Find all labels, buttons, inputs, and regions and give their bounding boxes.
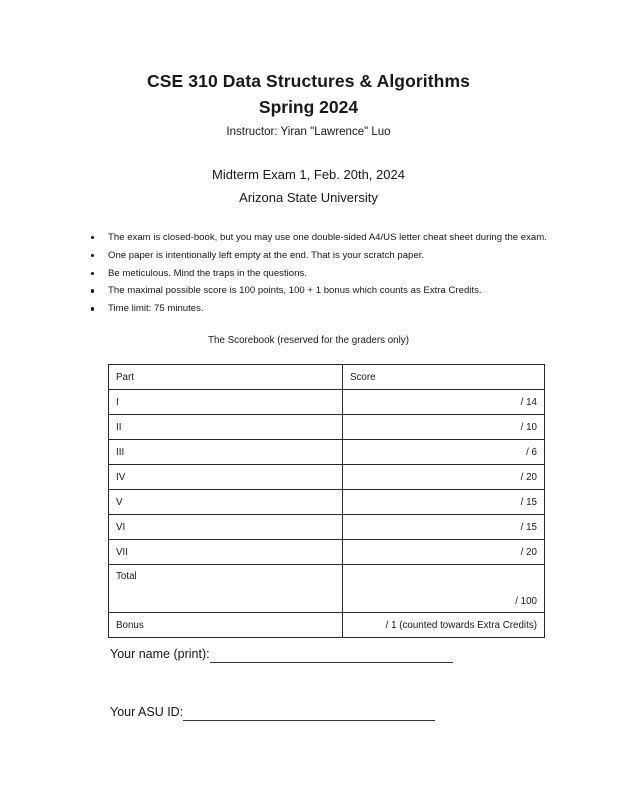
instruction-text: The maximal possible score is 100 points, 100 + 1 bonus which counts as Extra Credits. xyxy=(108,285,482,297)
score-value: / 6 xyxy=(343,440,545,465)
table-row-bonus xyxy=(109,613,545,638)
bullet-icon xyxy=(91,289,94,292)
column-header-score: Score xyxy=(343,365,545,390)
column-header-part: Part xyxy=(109,365,343,390)
table-row xyxy=(109,515,545,540)
instructions-list xyxy=(88,231,550,320)
score-value: / 15 xyxy=(343,515,545,540)
table-row xyxy=(109,490,545,515)
bullet-icon xyxy=(91,272,94,275)
list-item xyxy=(88,249,550,263)
exam-header xyxy=(0,68,617,208)
instruction-text: One paper is intentionally left empty at the end. That is your scratch paper. xyxy=(108,249,425,261)
score-value: / 20 xyxy=(343,465,545,490)
part-label: V xyxy=(109,490,343,515)
part-label: Bonus xyxy=(109,613,343,638)
list-item xyxy=(88,302,550,316)
score-value: / 15 xyxy=(343,490,545,515)
exam-date-line: Midterm Exam 1, Feb. 20th, 2024 xyxy=(212,167,405,182)
instructor-line: Instructor: Yiran "Lawrence" Luo xyxy=(226,126,391,138)
asu-id-field xyxy=(110,703,435,721)
bullet-icon xyxy=(91,307,94,310)
score-value: / 10 xyxy=(343,415,545,440)
instruction-text: Time limit: 75 minutes. xyxy=(108,303,204,315)
instruction-text: The exam is closed-book, but you may use one double-sided A4/US letter cheat sheet during the exam. xyxy=(108,232,547,243)
bullet-icon xyxy=(91,254,94,257)
score-value: / 14 xyxy=(343,390,545,415)
university-line: Arizona State University xyxy=(239,190,378,205)
name-field-label: Your name (print): xyxy=(110,647,210,661)
list-item xyxy=(88,284,550,298)
table-row-total xyxy=(109,565,545,613)
scorebook-caption: The Scorebook (reserved for the graders only) xyxy=(208,335,409,346)
asu-id-input[interactable] xyxy=(183,707,435,721)
list-item xyxy=(88,267,550,281)
name-field xyxy=(110,645,453,663)
table-row xyxy=(109,465,545,490)
list-item xyxy=(88,231,550,245)
instruction-text: Be meticulous. Mind the traps in the questions. xyxy=(108,267,307,279)
scorebook-table xyxy=(108,364,545,638)
table-row xyxy=(109,440,545,465)
table-row xyxy=(109,540,545,565)
part-label: III xyxy=(109,440,343,465)
table-header-row xyxy=(109,365,545,390)
table-row xyxy=(109,415,545,440)
part-label: II xyxy=(109,415,343,440)
term-title: Spring 2024 xyxy=(258,97,359,117)
asu-id-field-label: Your ASU ID: xyxy=(110,705,184,719)
part-label: I xyxy=(109,390,343,415)
part-label: Total xyxy=(109,565,343,613)
table-row xyxy=(109,390,545,415)
course-title: CSE 310 Data Structures & Algorithms xyxy=(147,71,470,91)
score-value: / 100 xyxy=(343,565,545,613)
part-label: VI xyxy=(109,515,343,540)
bullet-icon xyxy=(91,236,94,239)
score-value: / 20 xyxy=(343,540,545,565)
score-value: / 1 (counted towards Extra Credits) xyxy=(343,613,545,638)
name-input[interactable] xyxy=(210,649,453,663)
part-label: IV xyxy=(109,465,343,490)
part-label: VII xyxy=(109,540,343,565)
